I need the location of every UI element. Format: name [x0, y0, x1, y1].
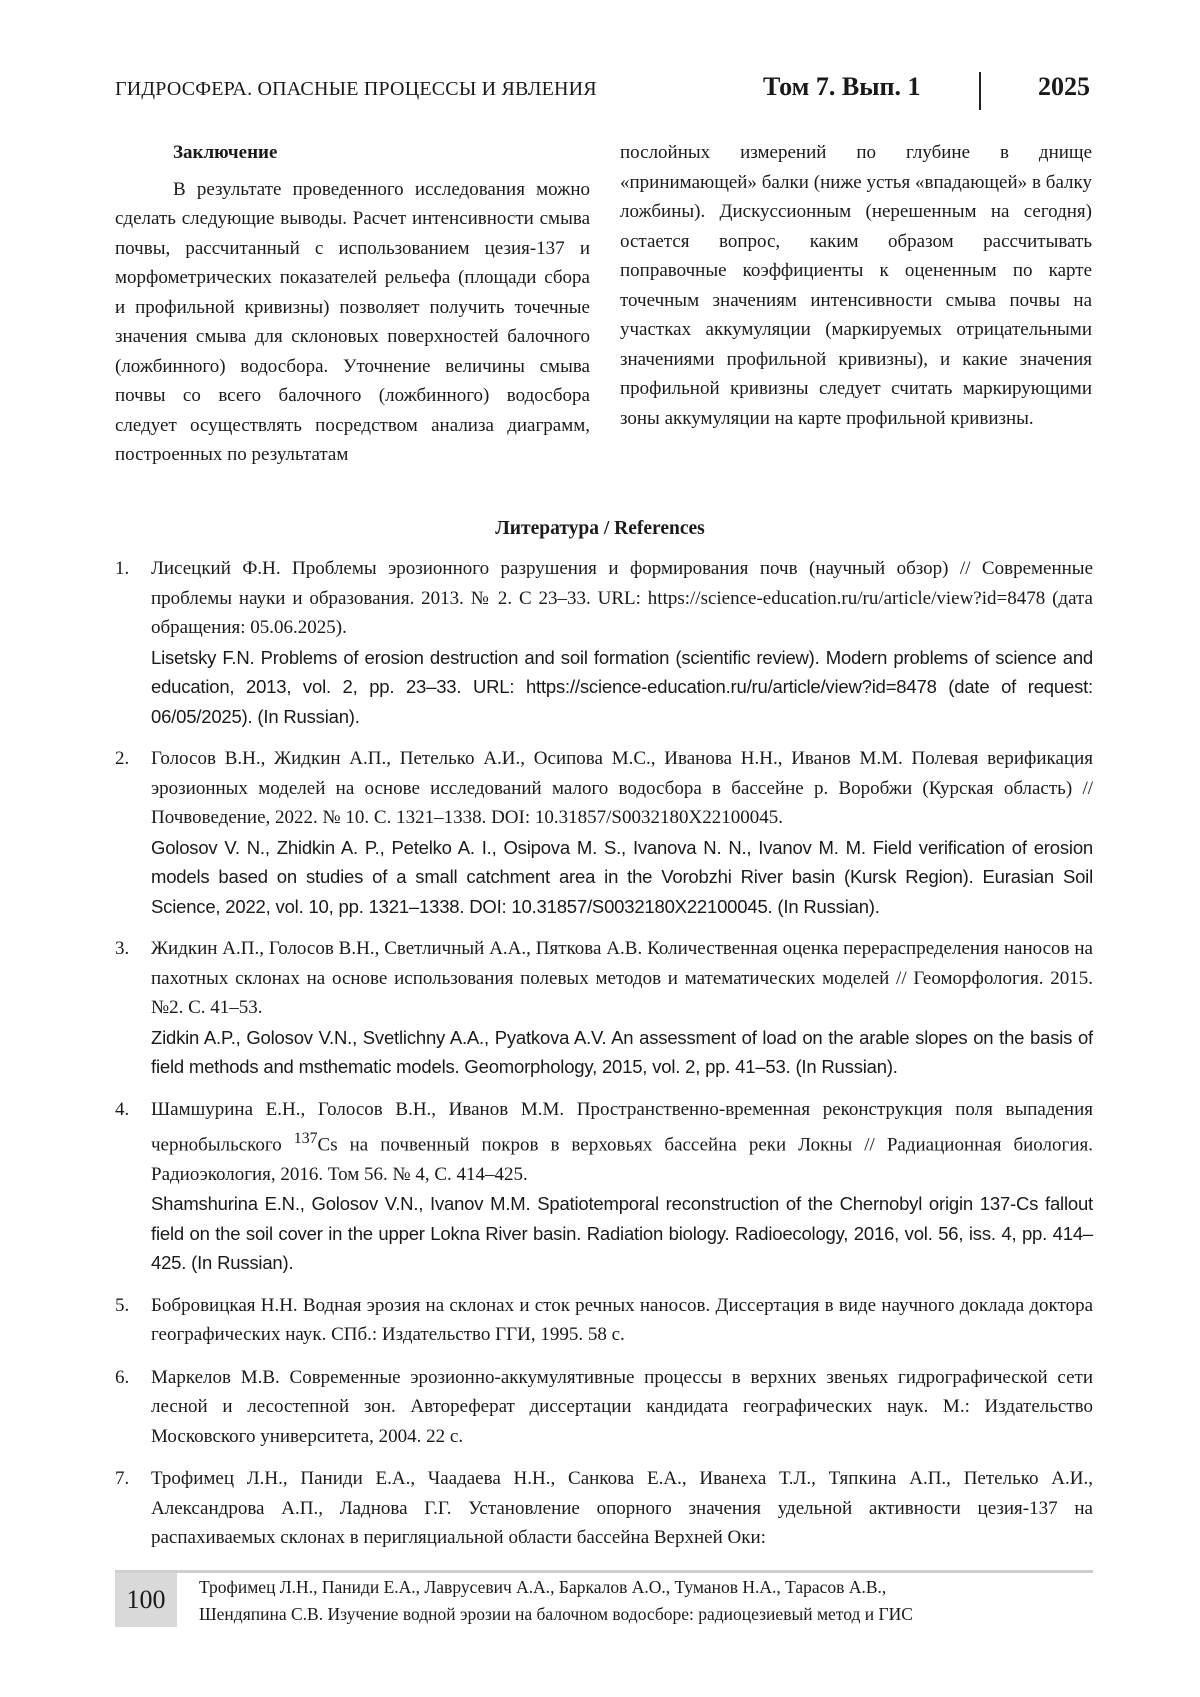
reference-item: [115, 1095, 1093, 1278]
journal-title: ГИДРОСФЕРА. ОПАСНЫЕ ПРОЦЕССЫ И ЯВЛЕНИЯ: [115, 78, 597, 100]
reference-number: 4.: [115, 1098, 130, 1120]
reference-ru-end: Cs на почвенный покров в верховьях бассейна реки Локны // Радиационная биология. Радиоэкология, 2016. Том 56. № 4, С. 414–425.: [151, 1134, 1093, 1185]
reference-item: [115, 1291, 1093, 1350]
running-citation-line-2: Шендяпина С.В. Изучение водной эрозии на балочном водосборе: радиоцезиевый метод и ГИС: [199, 1604, 913, 1624]
references-list: [115, 554, 1093, 1566]
reference-number: 5.: [115, 1294, 130, 1316]
reference-en: Golosov V. N., Zhidkin A. P., Petelko A. I., Osipova M. S., Ivanova N. N., Ivanov M. M. Field verification of erosion models based on studies of a small catchment area in the Vorobzhi River basin (Kursk Region). Eurasian Soil Science, 2022, vol. 10, pp. 1321–1338. DOI: 10.31857/S0032180X22100045. (In Russian).: [151, 836, 1093, 917]
conclusion-left-column: [115, 138, 590, 470]
reference-number: 6.: [115, 1366, 130, 1388]
reference-number: 3.: [115, 938, 130, 959]
reference-item: [115, 1363, 1093, 1452]
conclusion-heading: Заключение: [173, 142, 278, 163]
page-number: 100: [115, 1573, 177, 1627]
reference-ru-start: Шамшурина Е.Н., Голосов В.Н., Иванов М.М. Пространственно-временная реконструкция поля выпадения чернобыльского: [151, 1098, 1093, 1156]
publication-year: 2025: [1038, 72, 1090, 101]
reference-en: Zidkin A.P., Golosov V.N., Svetlichny A.A., Pyatkova A.V. An assessment of load on the arable slopes on the basis of field methods and msthematic models. Geomorphology, 2015, vol. 2, pp. 41–53. (In Russian).: [151, 1026, 1093, 1077]
reference-ru: Лисецкий Ф.Н. Проблемы эрозионного разрушения и формирования почв (научный обзор) // Современные проблемы науки и образования. 2013. № 2. С 23–33. URL: https://science-education.ru/ru/article/view?id=8478 (дата обращения: 05.06.2025).: [151, 558, 1093, 638]
reference-ru: Маркелов М.В. Современные эрозионно-аккумулятивные процессы в верхних звеньях гидрографической сети лесной и лесостепной зон. Автореферат диссертации кандидата географических наук. М.: Издательство Московского университета, 2004. 22 с.: [151, 1366, 1093, 1447]
page-footer: [115, 1570, 1093, 1642]
volume-issue: Том 7. Вып. 1: [763, 72, 921, 101]
reference-ru: [151, 1095, 1093, 1190]
running-citation-line-1: Трофимец Л.Н., Паниди Е.А., Лаврусевич А.А., Баркалов А.О., Туманов Н.А., Тарасов А.В.,: [199, 1577, 887, 1597]
conclusion-right-column: [620, 138, 1092, 433]
references-heading: Литература / References: [495, 518, 705, 539]
reference-ru: Жидкин А.П., Голосов В.Н., Светличный А.А., Пяткова А.В. Количественная оценка перераспределения наносов на пахотных склонах на основе использования полевых методов и математических моделей // Геоморфология. 2015. №2. С. 41–53.: [151, 938, 1093, 1018]
reference-number: 2.: [115, 748, 130, 769]
reference-ru: Бобровицкая Н.Н. Водная эрозия на склонах и сток речных наносов. Диссертация в виде научного доклада доктора географических наук. СПб.: Издательство ГГИ, 1995. 58 с.: [151, 1294, 1093, 1346]
conclusion-paragraph: В результате проведенного исследования можно сделать следующие выводы. Расчет интенсивности смыва почвы, рассчитанный с использованием цезия-137 и морфометрических показателей рельефа (площади сбора и профильной кривизны) позволяет получить точечные значения смыва для склоновых поверхностей балочного (ложбинного) водосбора. Уточнение величины смыва почвы со всего балочного (ложбинного) водосбора следует осуществлять посредством анализа диаграмм, построенных по результатам: [115, 178, 590, 465]
reference-number: 7.: [115, 1468, 130, 1490]
reference-item: [115, 934, 1093, 1082]
running-citation: [199, 1574, 1093, 1628]
reference-en: Shamshurina E.N., Golosov V.N., Ivanov M.M. Spatiotemporal reconstruction of the Chernobyl origin 137-Cs fallout field on the soil cover in the upper Lokna River basin. Radiation biology. Radioecology, 2016, vol. 56, iss. 4, pp. 414–425. (In Russian).: [151, 1193, 1093, 1274]
reference-ru: Голосов В.Н., Жидкин А.П., Петелько А.И., Осипова М.С., Иванова Н.Н., Иванов М.М. Полевая верификация эрозионных моделей на основе исследований малого водосбора в бассейне р. Воробжи (Курская область) // Почвоведение, 2022. № 10. С. 1321–1338. DOI: 10.31857/S0032180X22100045.: [151, 748, 1093, 828]
reference-en: Lisetsky F.N. Problems of erosion destruction and soil formation (scientific review). Modern problems of science and education, 2013, vol. 2, pp. 23–33. URL: https://science-education.ru/ru/article/view?id=8478 (date of request: 06/05/2025). (In Russian).: [151, 646, 1093, 727]
isotope-superscript: 137: [293, 1130, 318, 1147]
reference-ru: Трофимец Л.Н., Паниди Е.А., Чаадаева Н.Н., Санкова Е.А., Иванеха Т.Л., Тяпкина А.П., Петелько А.И., Александрова А.П., Ладнова Г.Г. Установление опорного значения удельной активности цезия-137 на распахиваемых склонах в перигляциальной области бассейна Верхней Оки:: [151, 1468, 1093, 1549]
header-divider: [979, 72, 981, 110]
reference-number: 1.: [115, 558, 130, 579]
reference-item: [115, 554, 1093, 731]
reference-item: [115, 1464, 1093, 1553]
footer-divider: [115, 1570, 1093, 1573]
page-header: [115, 68, 1090, 112]
conclusion-paragraph-continued: послойных измерений по глубине в днище «принимающей» балки (ниже устья «впадающей» в балку ложбины). Дискуссионным (нерешенным на сегодня) остается вопрос, каким образом рассчитывать поправочные коэффициенты к оцененным по карте точечным значениям интенсивности смыва почвы на участках аккумуляции (маркируемых отрицательными значениями профильной кривизны), и какие значения профильной кривизны следует считать маркирующими зоны аккумуляции на карте профильной кривизны.: [620, 142, 1092, 429]
reference-item: [115, 744, 1093, 921]
